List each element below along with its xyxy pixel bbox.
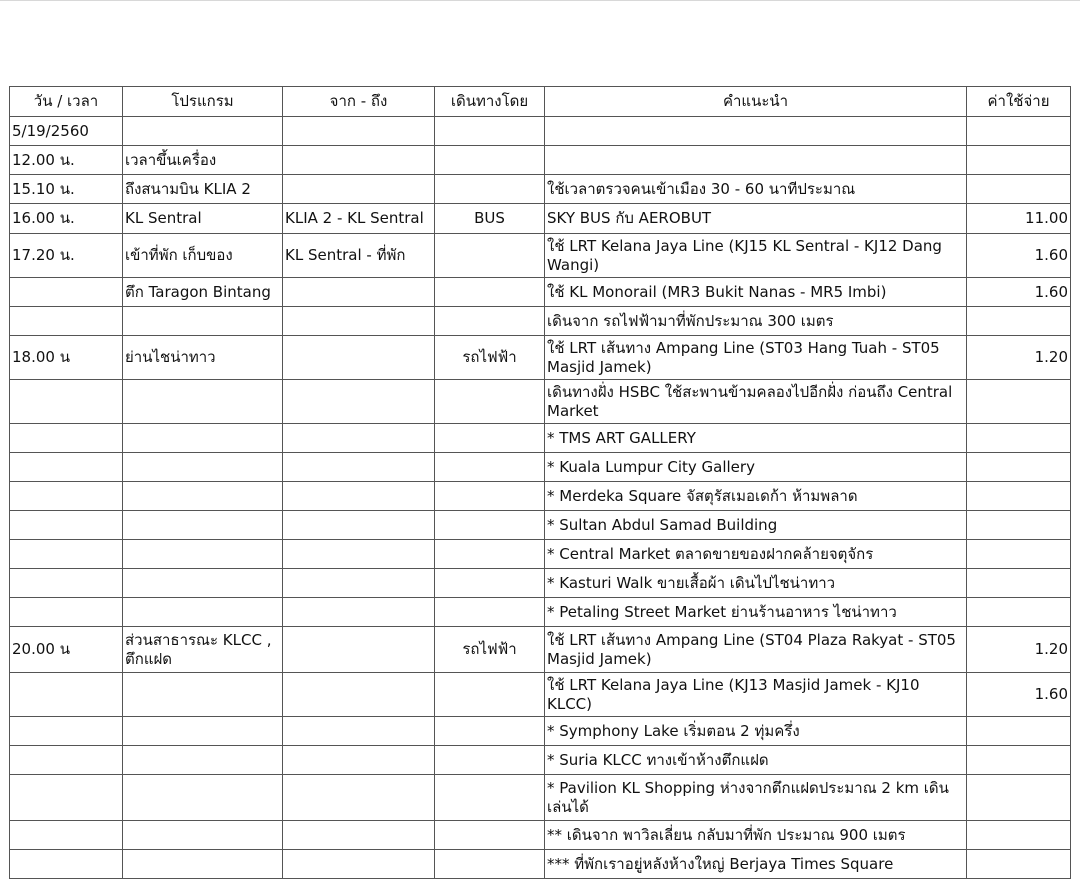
program-cell — [123, 482, 283, 511]
table-row — [10, 746, 1071, 775]
program-cell — [123, 453, 283, 482]
cost-cell — [967, 175, 1071, 204]
cost-cell — [967, 746, 1071, 775]
route-cell — [283, 424, 435, 453]
route-cell: KL Sentral - ที่พัก — [283, 234, 435, 278]
route-cell — [283, 540, 435, 569]
cost-cell — [967, 453, 1071, 482]
program-cell: ส่วนสาธารณะ KLCC , ตึกแฝด — [123, 627, 283, 673]
cost-cell — [967, 380, 1071, 424]
transport-cell — [435, 482, 545, 511]
top-border-line — [0, 0, 1080, 1]
table-row — [10, 380, 1071, 424]
transport-cell — [435, 746, 545, 775]
table-row — [10, 307, 1071, 336]
transport-cell — [435, 117, 545, 146]
date-cell — [10, 278, 123, 307]
cost-cell — [967, 540, 1071, 569]
note-cell — [545, 146, 967, 175]
transport-cell — [435, 673, 545, 717]
program-cell — [123, 569, 283, 598]
table-row — [10, 540, 1071, 569]
transport-cell — [435, 598, 545, 627]
note-cell: ใช้เวลาตรวจคนเข้าเมือง 30 - 60 นาทีประมาณ — [545, 175, 967, 204]
program-cell — [123, 821, 283, 850]
note-cell: ใช้ LRT เส้นทาง Ampang Line (ST03 Hang Tuah - ST05 Masjid Jamek) — [545, 336, 967, 380]
date-cell — [10, 746, 123, 775]
cost-cell — [967, 598, 1071, 627]
transport-cell — [435, 307, 545, 336]
date-cell — [10, 424, 123, 453]
program-cell: ตึก Taragon Bintang — [123, 278, 283, 307]
program-cell — [123, 850, 283, 879]
table-row — [10, 511, 1071, 540]
header-program: โปรแกรม — [123, 87, 283, 117]
note-cell: * Pavilion KL Shopping ห่างจากตึกแฝดประมาณ 2 km เดินเล่นได้ — [545, 775, 967, 821]
table-row — [10, 482, 1071, 511]
transport-cell — [435, 175, 545, 204]
note-cell: ใช้ LRT Kelana Jaya Line (KJ13 Masjid Jamek - KJ10 KLCC) — [545, 673, 967, 717]
route-cell — [283, 146, 435, 175]
date-cell — [10, 511, 123, 540]
table-row — [10, 336, 1071, 380]
program-cell — [123, 775, 283, 821]
cost-cell — [967, 482, 1071, 511]
route-cell — [283, 482, 435, 511]
route-cell — [283, 511, 435, 540]
header-transport: เดินทางโดย — [435, 87, 545, 117]
note-cell: * Petaling Street Market ย่านร้านอาหาร ไชน่าทาว — [545, 598, 967, 627]
note-cell: * Kasturi Walk ขายเสื้อผ้า เดินไปไชน่าทาว — [545, 569, 967, 598]
date-cell: 12.00 น. — [10, 146, 123, 175]
cost-cell — [967, 117, 1071, 146]
note-cell: * Sultan Abdul Samad Building — [545, 511, 967, 540]
cost-cell: 11.00 — [967, 204, 1071, 234]
cost-cell: 1.60 — [967, 673, 1071, 717]
cost-cell: 1.60 — [967, 278, 1071, 307]
transport-cell — [435, 511, 545, 540]
program-cell: KL Sentral — [123, 204, 283, 234]
note-cell: เดินจาก รถไฟฟ้ามาที่พักประมาณ 300 เมตร — [545, 307, 967, 336]
program-cell — [123, 307, 283, 336]
cost-cell: 1.20 — [967, 627, 1071, 673]
program-cell: ถึงสนามบิน KLIA 2 — [123, 175, 283, 204]
table-row — [10, 204, 1071, 234]
table-row — [10, 234, 1071, 278]
date-cell — [10, 569, 123, 598]
itinerary-table — [9, 86, 1071, 879]
route-cell — [283, 673, 435, 717]
route-cell — [283, 775, 435, 821]
header-note: คำแนะนำ — [545, 87, 967, 117]
note-cell: เดินทางฝั่ง HSBC ใช้สะพานข้ามคลองไปอีกฝั่ง ก่อนถึง Central Market — [545, 380, 967, 424]
transport-cell — [435, 717, 545, 746]
transport-cell — [435, 234, 545, 278]
note-cell: * Merdeka Square จัสตุรัสเมอเดก้า ห้ามพลาด — [545, 482, 967, 511]
program-cell — [123, 746, 283, 775]
cost-cell — [967, 850, 1071, 879]
date-cell: 18.00 น — [10, 336, 123, 380]
table-row — [10, 775, 1071, 821]
route-cell — [283, 627, 435, 673]
note-cell: ** เดินจาก พาวิลเลี่ยน กลับมาที่พัก ประมาณ 900 เมตร — [545, 821, 967, 850]
date-cell: 20.00 น — [10, 627, 123, 673]
date-cell — [10, 717, 123, 746]
transport-cell — [435, 775, 545, 821]
table-row — [10, 717, 1071, 746]
table-row — [10, 850, 1071, 879]
note-cell — [545, 117, 967, 146]
transport-cell — [435, 146, 545, 175]
route-cell — [283, 850, 435, 879]
transport-cell — [435, 453, 545, 482]
table-row — [10, 673, 1071, 717]
date-cell — [10, 380, 123, 424]
header-cost: ค่าใช้จ่าย — [967, 87, 1071, 117]
transport-cell — [435, 569, 545, 598]
note-cell: ใช้ LRT เส้นทาง Ampang Line (ST04 Plaza Rakyat - ST05 Masjid Jamek) — [545, 627, 967, 673]
cost-cell — [967, 775, 1071, 821]
table-row — [10, 175, 1071, 204]
route-cell — [283, 598, 435, 627]
date-cell — [10, 307, 123, 336]
date-cell — [10, 821, 123, 850]
note-cell: * Kuala Lumpur City Gallery — [545, 453, 967, 482]
date-cell: 17.20 น. — [10, 234, 123, 278]
program-cell: ย่านไชน่าทาว — [123, 336, 283, 380]
table-row — [10, 569, 1071, 598]
table-row — [10, 424, 1071, 453]
header-route: จาก - ถึง — [283, 87, 435, 117]
program-cell: เข้าที่พัก เก็บของ — [123, 234, 283, 278]
table-row — [10, 821, 1071, 850]
cost-cell — [967, 307, 1071, 336]
note-cell: *** ที่พักเราอยู่หลังห้างใหญ่ Berjaya Times Square — [545, 850, 967, 879]
note-cell: ใช้ LRT Kelana Jaya Line (KJ15 KL Sentral - KJ12 Dang Wangi) — [545, 234, 967, 278]
date-cell — [10, 453, 123, 482]
program-cell: เวลาขึ้นเครื่อง — [123, 146, 283, 175]
route-cell — [283, 746, 435, 775]
cost-cell — [967, 511, 1071, 540]
cost-cell — [967, 569, 1071, 598]
route-cell — [283, 569, 435, 598]
transport-cell — [435, 821, 545, 850]
date-cell — [10, 673, 123, 717]
transport-cell — [435, 380, 545, 424]
table-row — [10, 627, 1071, 673]
cost-cell — [967, 717, 1071, 746]
table-row — [10, 278, 1071, 307]
table-row — [10, 117, 1071, 146]
transport-cell — [435, 540, 545, 569]
cost-cell — [967, 821, 1071, 850]
date-cell — [10, 775, 123, 821]
route-cell — [283, 307, 435, 336]
header-date: วัน / เวลา — [10, 87, 123, 117]
cost-cell: 1.20 — [967, 336, 1071, 380]
program-cell — [123, 540, 283, 569]
note-cell: * Symphony Lake เริ่มตอน 2 ทุ่มครึ่ง — [545, 717, 967, 746]
date-cell: 16.00 น. — [10, 204, 123, 234]
date-cell — [10, 598, 123, 627]
date-cell — [10, 850, 123, 879]
program-cell — [123, 424, 283, 453]
note-cell: * Suria KLCC ทางเข้าห้างตึกแฝด — [545, 746, 967, 775]
program-cell — [123, 380, 283, 424]
table-row — [10, 453, 1071, 482]
transport-cell — [435, 850, 545, 879]
route-cell: KLIA 2 - KL Sentral — [283, 204, 435, 234]
route-cell — [283, 278, 435, 307]
program-cell — [123, 598, 283, 627]
cost-cell — [967, 424, 1071, 453]
note-cell: * Central Market ตลาดขายของฝากคล้ายจตุจักร — [545, 540, 967, 569]
cost-cell — [967, 146, 1071, 175]
route-cell — [283, 380, 435, 424]
program-cell — [123, 117, 283, 146]
route-cell — [283, 336, 435, 380]
route-cell — [283, 453, 435, 482]
transport-cell — [435, 278, 545, 307]
note-cell: ใช้ KL Monorail (MR3 Bukit Nanas - MR5 Imbi) — [545, 278, 967, 307]
cost-cell: 1.60 — [967, 234, 1071, 278]
transport-cell — [435, 424, 545, 453]
program-cell — [123, 511, 283, 540]
transport-cell: รถไฟฟ้า — [435, 627, 545, 673]
transport-cell: รถไฟฟ้า — [435, 336, 545, 380]
date-cell: 15.10 น. — [10, 175, 123, 204]
table-row — [10, 598, 1071, 627]
transport-cell: BUS — [435, 204, 545, 234]
route-cell — [283, 175, 435, 204]
route-cell — [283, 717, 435, 746]
program-cell — [123, 673, 283, 717]
note-cell: SKY BUS กับ AEROBUT — [545, 204, 967, 234]
date-cell: 5/19/2560 — [10, 117, 123, 146]
table-row — [10, 146, 1071, 175]
note-cell: * TMS ART GALLERY — [545, 424, 967, 453]
date-cell — [10, 540, 123, 569]
program-cell — [123, 717, 283, 746]
date-cell — [10, 482, 123, 511]
route-cell — [283, 117, 435, 146]
route-cell — [283, 821, 435, 850]
header-row — [10, 87, 1071, 117]
